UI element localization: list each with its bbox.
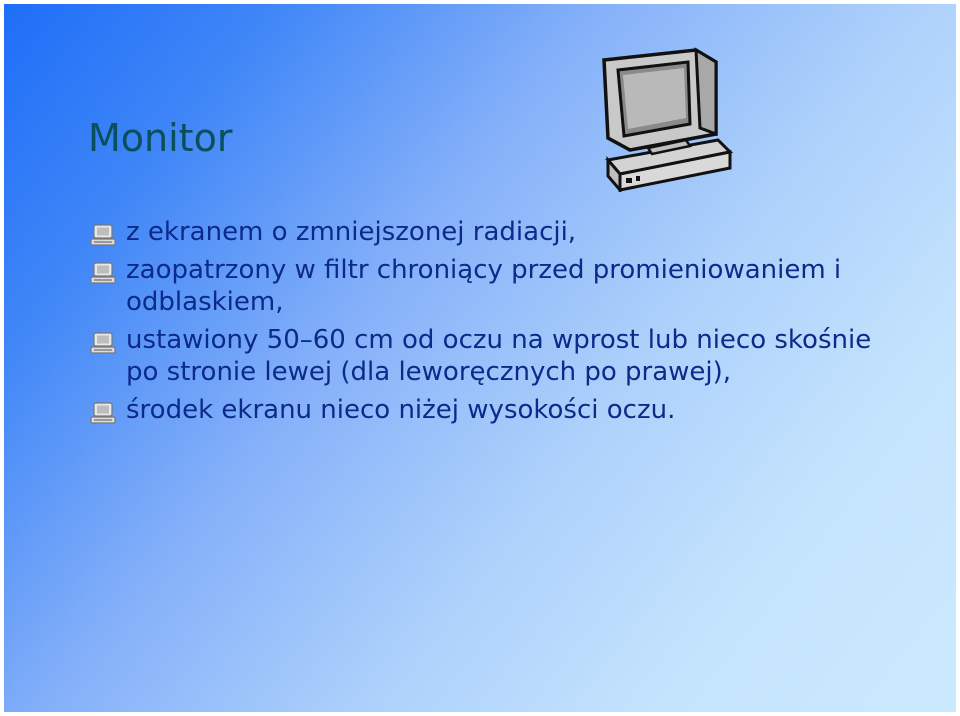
bullet-list bbox=[90, 216, 890, 432]
computer-icon bbox=[90, 262, 116, 284]
bullet-text: środek ekranu nieco niżej wysokości oczu. bbox=[126, 395, 676, 425]
bullet-text: z ekranem o zmniejszonej radiacji, bbox=[126, 217, 577, 247]
bullet-item bbox=[90, 254, 890, 318]
computer-icon bbox=[90, 224, 116, 246]
bullet-item bbox=[90, 324, 890, 388]
slide bbox=[4, 4, 956, 712]
bullet-text: zaopatrzony w filtr chroniący przed promieniowaniem i odblaskiem, bbox=[126, 255, 842, 317]
computer-monitor-illustration bbox=[600, 42, 740, 192]
slide-title: Monitor bbox=[88, 116, 233, 160]
computer-icon bbox=[90, 332, 116, 354]
bullet-item bbox=[90, 216, 890, 248]
bullet-text: ustawiony 50–60 cm od oczu na wprost lub nieco skośnie po stronie lewej (dla leworęcznych po prawej), bbox=[126, 325, 872, 387]
computer-icon bbox=[90, 402, 116, 424]
bullet-item bbox=[90, 394, 890, 426]
